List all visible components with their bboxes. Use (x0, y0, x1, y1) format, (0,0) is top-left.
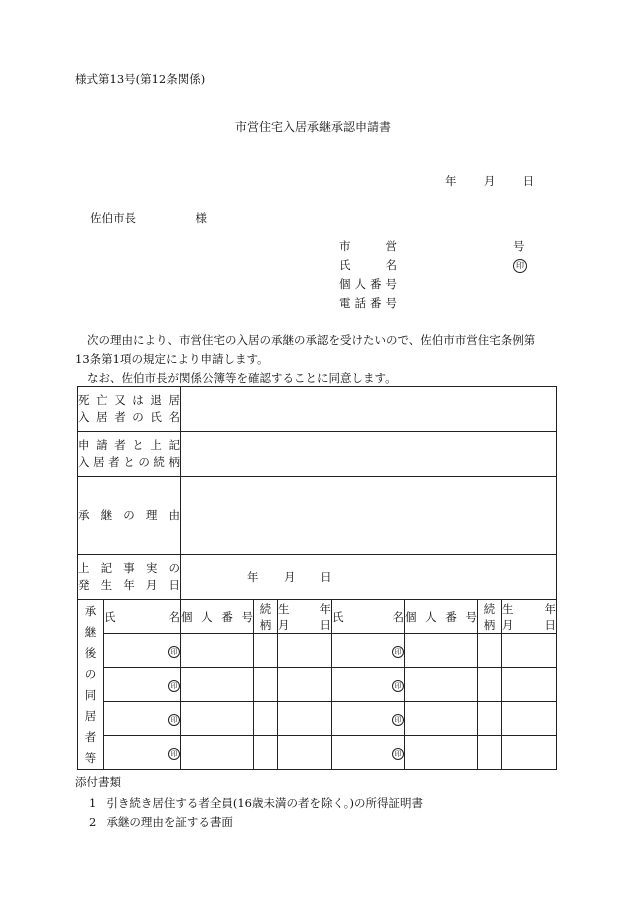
table-row (78, 702, 557, 736)
cohabitant-birth-field[interactable] (278, 634, 332, 668)
seal-icon: 印 (168, 748, 180, 760)
cohabitant-mynumber-field[interactable] (405, 668, 478, 702)
cohabitant-name-field[interactable] (332, 634, 405, 668)
cohabitant-relation-field[interactable] (478, 736, 502, 770)
cohabitant-mynumber-field[interactable] (405, 702, 478, 736)
attachments-heading: 添付書類 (75, 775, 121, 789)
cohabitant-name-field[interactable] (332, 736, 405, 770)
cohabitant-relation-field[interactable] (254, 668, 278, 702)
mynumber-label: 個 人 番 号 (339, 277, 397, 291)
occurrence-date-label: 上 記 事 実 の 発 生 年 月 日 (78, 555, 181, 600)
col-mynumber-header-right: 個 人 番 号 (405, 600, 478, 634)
cohabitant-relation-field[interactable] (478, 668, 502, 702)
cohabitant-relation-field[interactable] (254, 736, 278, 770)
cohabitant-birth-field[interactable] (502, 668, 557, 702)
seal-icon: 印 (392, 748, 404, 760)
cohabitant-relation-field[interactable] (478, 702, 502, 736)
cohabitant-name-field[interactable] (104, 702, 181, 736)
occurrence-date-field[interactable]: 年 月 日 (181, 555, 557, 600)
col-name-header-left: 氏 名 (104, 600, 181, 634)
relationship-label: 申 請 者 と 上 記 入 居 者 と の 続 柄 (78, 432, 181, 477)
body-line-3: なお、佐伯市長が関係公簿等を確認することに同意します。 (87, 371, 397, 385)
cohabitant-relation-field[interactable] (254, 634, 278, 668)
date-year: 年 (445, 174, 457, 188)
date-day: 日 (522, 174, 535, 188)
body-line-2: 13条第1項の規定により申請します。 (75, 352, 269, 366)
col-birth-header-right: 生 年 月 日 (502, 601, 557, 632)
page-title: 市営住宅入居承継承認申請書 (235, 120, 392, 134)
table-row (78, 634, 557, 668)
cohabitant-name-field[interactable] (332, 702, 405, 736)
seal-icon: 印 (392, 714, 404, 726)
application-date (445, 173, 534, 189)
cohabitant-birth-field[interactable] (502, 702, 557, 736)
body-line-1: 次の理由により、市営住宅の入居の承継の承認を受けたいので、佐伯市市営住宅条例第 (87, 333, 536, 347)
cohabitant-name-field[interactable] (332, 668, 405, 702)
address-label: 市 営 (339, 239, 397, 253)
cohabitant-mynumber-field[interactable] (181, 634, 254, 668)
seal-icon: 印 (168, 646, 180, 658)
addressee-honorific: 様 (195, 211, 207, 225)
cohabitant-mynumber-field[interactable] (181, 702, 254, 736)
cohabitant-relation-field[interactable] (478, 634, 502, 668)
form-number: 様式第13号(第12条関係) (75, 72, 206, 86)
cohabitant-mynumber-field[interactable] (181, 668, 254, 702)
cohabitant-birth-field[interactable] (278, 702, 332, 736)
phone-label: 電 話 番 号 (339, 296, 397, 310)
succession-reason-field[interactable] (181, 477, 557, 555)
col-name-header-right: 氏 名 (332, 600, 405, 634)
seal-icon: 印 (392, 680, 404, 692)
deceased-name-field[interactable] (181, 387, 557, 432)
date-month: 月 (483, 174, 496, 188)
cohabitant-relation-field[interactable] (254, 702, 278, 736)
cohabitant-name-field[interactable] (104, 634, 181, 668)
attachment-item: 2 承継の理由を証する書面 (89, 815, 233, 829)
succession-reason-label: 承 継 の 理 由 (78, 477, 181, 555)
seal-icon: 印 (168, 680, 180, 692)
seal-icon: 印 (392, 646, 404, 658)
name-label: 氏 名 (339, 258, 397, 272)
relationship-field[interactable] (181, 432, 557, 477)
seal-icon: 印 (168, 714, 180, 726)
addressee-name: 佐伯市長 (90, 211, 136, 225)
cohabitant-mynumber-field[interactable] (405, 736, 478, 770)
cohabitant-birth-field[interactable] (278, 668, 332, 702)
cohabitant-mynumber-field[interactable] (405, 634, 478, 668)
cohabitant-name-field[interactable] (104, 736, 181, 770)
table-row (78, 736, 557, 770)
application-table (77, 386, 557, 770)
deceased-name-label: 死 亡 又 は 退 居 入 居 者 の 氏 名 (78, 387, 181, 432)
col-relation-header-right: 続 柄 (478, 600, 502, 634)
col-mynumber-header-left: 個 人 番 号 (181, 600, 254, 634)
seal-icon: 印 (513, 257, 527, 273)
col-relation-header-left: 続 柄 (254, 600, 278, 634)
table-row (78, 668, 557, 702)
addressee (90, 210, 207, 226)
cohabitants-label: 承 継 後 の 同 居 者 等 (78, 600, 104, 770)
cohabitant-mynumber-field[interactable] (181, 736, 254, 770)
col-birth-header-left: 生 年 月 日 (278, 601, 331, 632)
cohabitant-birth-field[interactable] (502, 736, 557, 770)
cohabitant-birth-field[interactable] (278, 736, 332, 770)
cohabitant-name-field[interactable] (104, 668, 181, 702)
address-suffix: 号 (513, 239, 525, 253)
attachment-item: 1 引き続き居住する者全員(16歳未満の者を除く。)の所得証明書 (89, 796, 423, 810)
cohabitant-birth-field[interactable] (502, 634, 557, 668)
